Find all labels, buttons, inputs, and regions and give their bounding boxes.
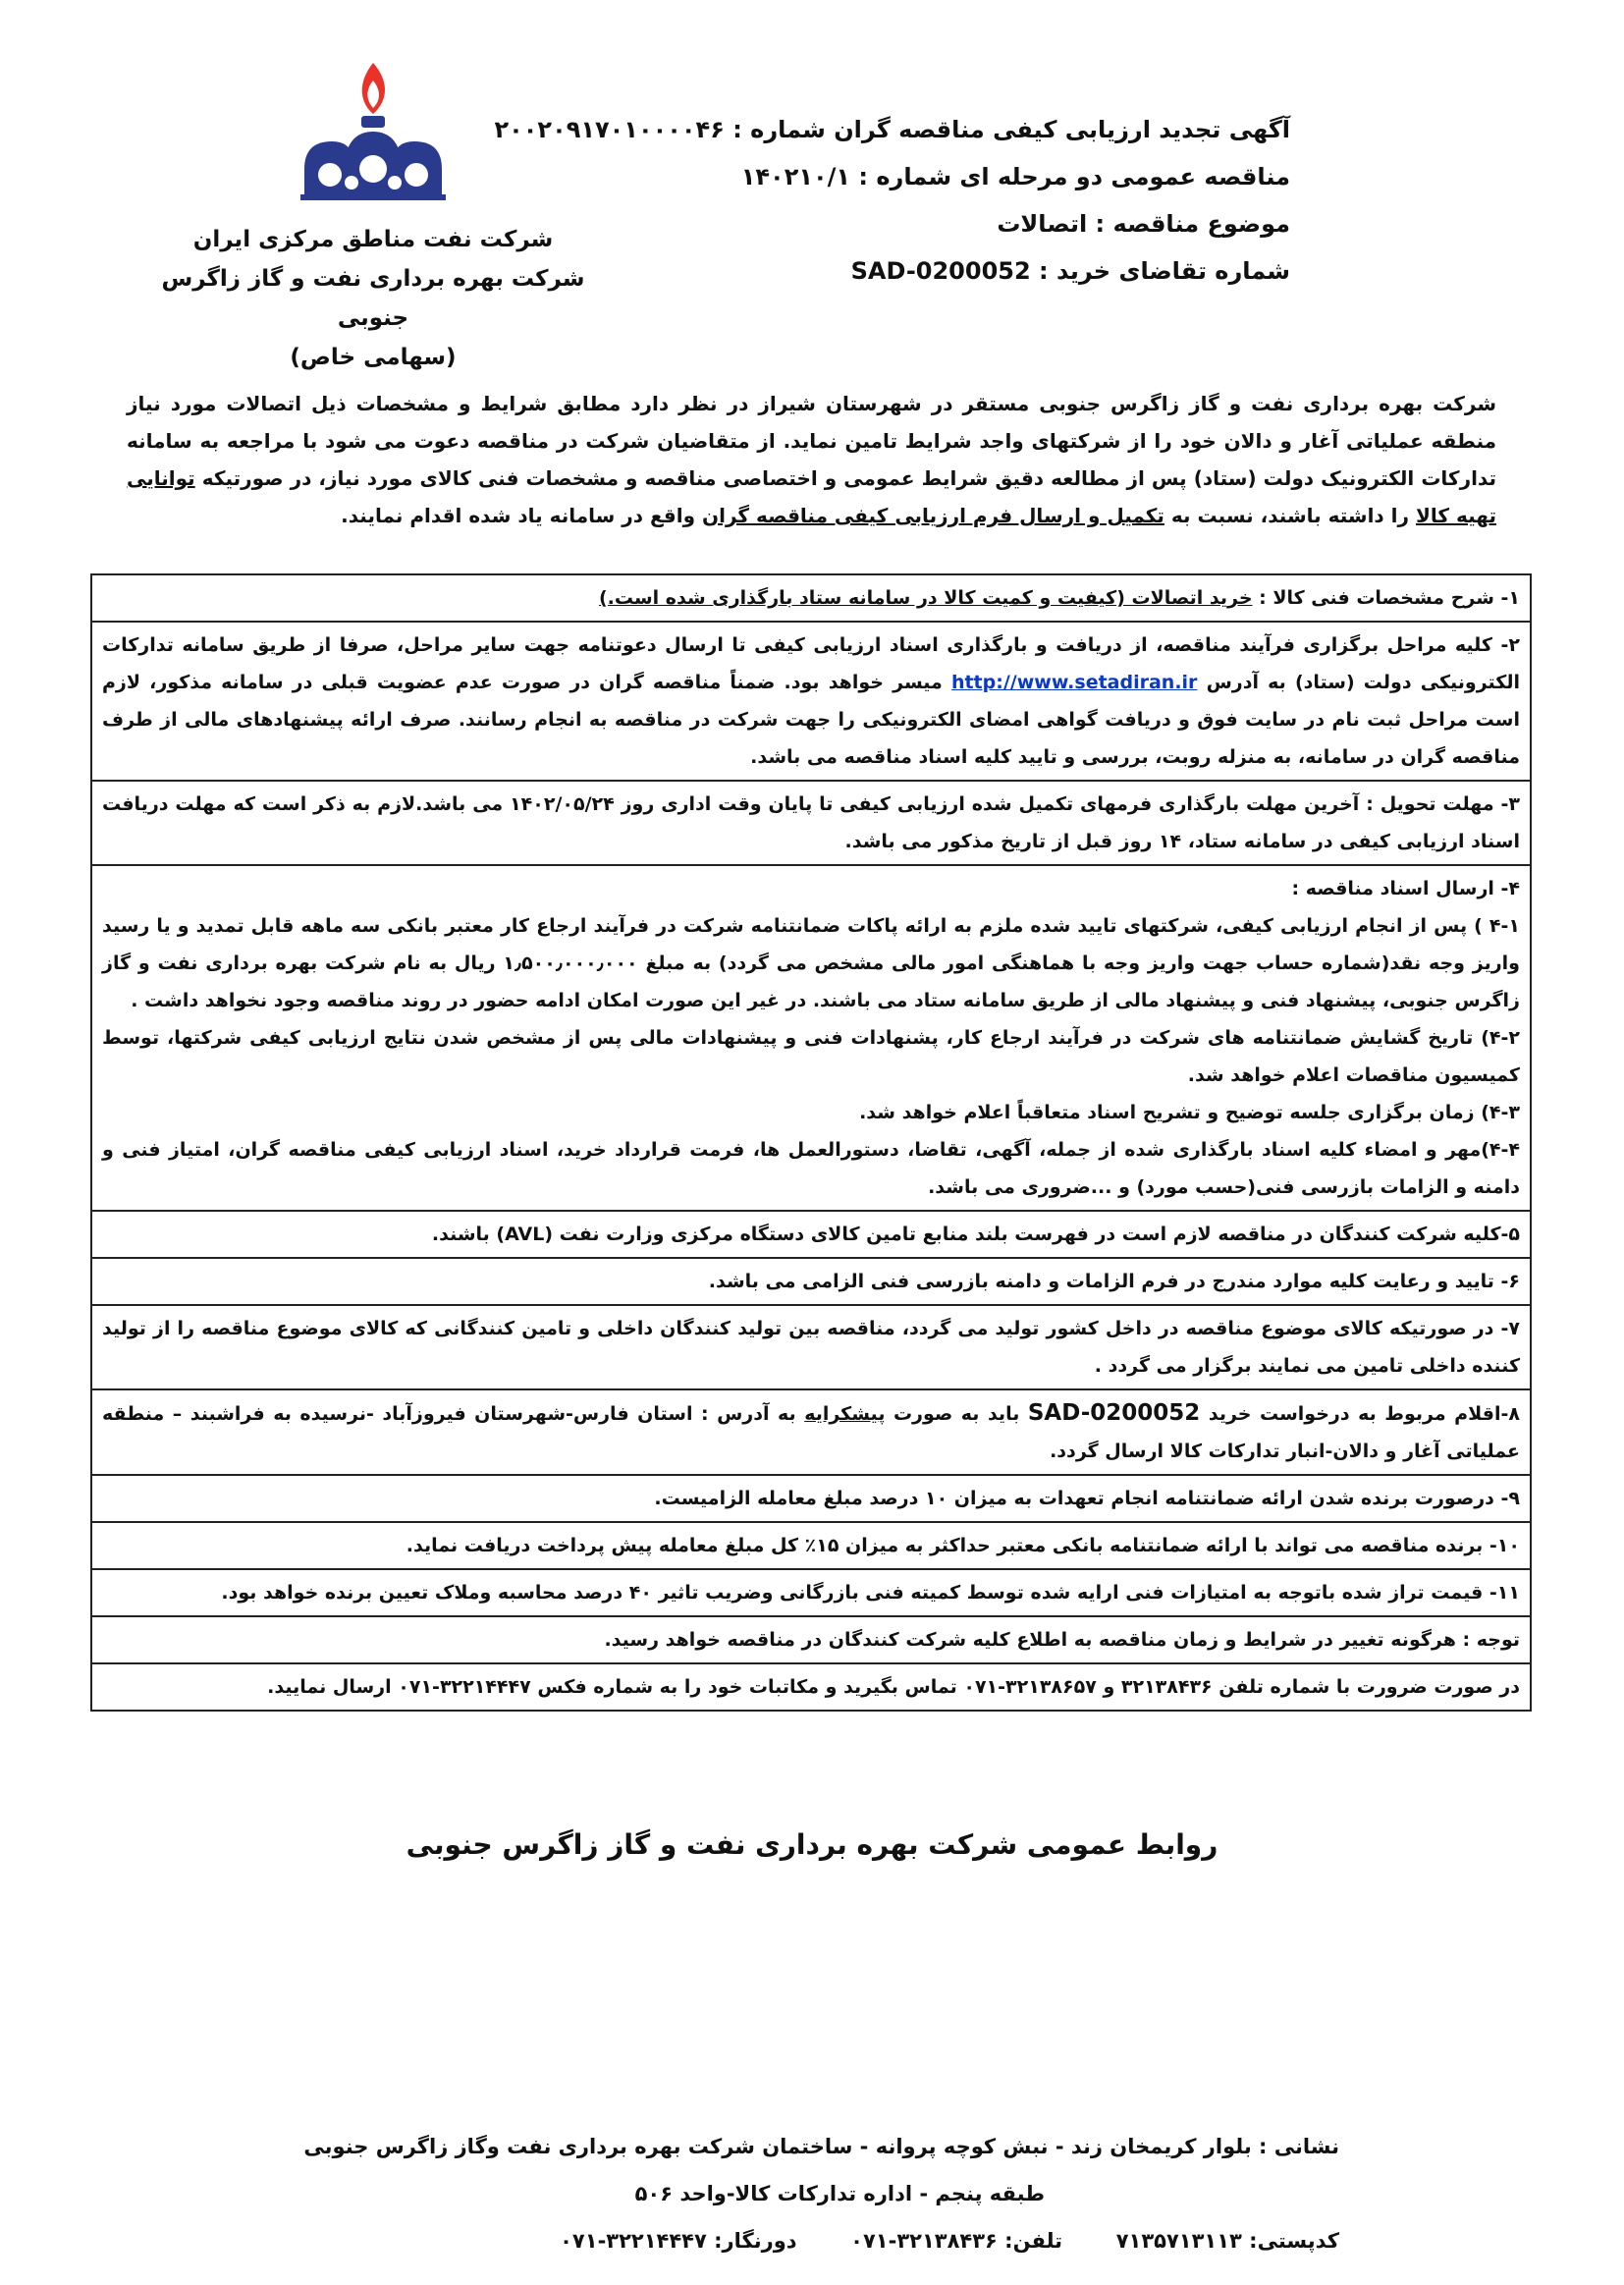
table-row: [91, 1616, 1531, 1663]
table-row: [91, 865, 1531, 1211]
nioc-logo-icon: [295, 59, 452, 206]
table-row: [91, 574, 1531, 622]
address-line-3: [259, 2217, 1339, 2264]
intro-underline-2: تکمیل و ارسال فرم ارزیابی کیفی مناقصه گران: [702, 504, 1164, 527]
item-4-title: ۴- ارسال اسناد مناقصه :: [1291, 878, 1520, 899]
tender-info: [494, 106, 1290, 295]
item-1-text: ۱- شرح مشخصات فنی کالا :: [1259, 587, 1520, 609]
purchase-request-number: [583, 247, 1290, 295]
table-row: [91, 1389, 1531, 1475]
company-name-1: شرکت نفت مناطق مرکزی ایران: [192, 227, 554, 252]
tender-number: مناقصه عمومی دو مرحله ای شماره : ۱۴۰۲۱۰/۱: [740, 163, 1290, 190]
table-row: [91, 622, 1531, 781]
company-name-3: (سهامی خاص): [290, 345, 457, 370]
notice-title: آگهی تجدید ارزیابی کیفی مناقصه گران شماره : ۲۰۰۲۰۹۱۷۰۱۰۰۰۰۴۶: [494, 116, 1290, 143]
table-row: [91, 1258, 1531, 1305]
item-11-text: ۱۱- قیمت تراز شده باتوجه به امتیازات فنی ارایه شده توسط کمیته فنی بازرگانی وضریب تاثیر ۴۰ درصد محاسبه وملاک تعیین برنده خواهد بود.: [91, 1569, 1531, 1616]
item-8-text-c: به آدرس : استان فارس-شهرستان فیروزآباد -نرسیده به فراشبند – منطقه عملیاتی آغار و دالان-انبار تدارکات کالا ارسال گردد.: [102, 1403, 1520, 1462]
item-4-4: ۴-۴)مهر و امضاء کلیه اسناد بارگذاری شده از جمله، آگهی، تقاضا، دستورالعمل ها، فرمت قرارداد خرید، اسناد ارزیابی کیفی مناقصه گران، امتیاز فنی و دامنه و الزامات بازرسی فنی(حسب مورد) و ...ضروری می باشد.: [102, 1139, 1520, 1198]
item-2-text-b: میسر خواهد بود. ضمناً مناقصه گران در صورت عدم عضویت قبلی در سامانه مذکور، لازم است مراحل ثبت نام در سایت فوق و دریافت گواهی امضای الکترونیکی را جهت شرکت در مناقصه به انجام رسانند. صرف ارائه پیشنهادهای مالی از طرف مناقصه گران در سامانه، به منزله روبت، بررسی و تایید کلیه اسناد مناقصه می باشد.: [102, 672, 1520, 768]
intro-paragraph: [127, 385, 1496, 534]
table-row: [91, 781, 1531, 865]
address-line-2: طبقه پنجم - اداره تدارکات کالا-واحد ۵۰۶: [634, 2182, 1045, 2205]
postal-code: کدپستی: ۷۱۳۵۷۱۳۱۱۳: [1115, 2229, 1339, 2253]
item-7-text: ۷- در صورتیکه کالای موضوع مناقصه در داخل کشور تولید می گردد، مناقصه بین تولید کنندگان داخلی و تامین کنندگانی که کالای موضوع مناقصه را از تولید کننده داخلی تامین می نمایند برگزار می گردد .: [91, 1305, 1531, 1389]
intro-text-3: واقع در سامانه یاد شده اقدام نمایند.: [341, 504, 696, 527]
conditions-table: [90, 573, 1532, 1712]
setadiran-link[interactable]: http://www.setadiran.ir: [950, 672, 1198, 693]
public-relations-signature: روابط عمومی شرکت بهره برداری نفت و گاز زاگرس جنوبی: [406, 1828, 1218, 1861]
table-row: [91, 1475, 1531, 1522]
table-row: [91, 1305, 1531, 1389]
item-8-text-b: باید به صورت: [893, 1403, 1020, 1425]
intro-text-2: را داشته باشند، نسبت به: [1170, 504, 1410, 527]
item-4-2: ۴-۲) تاریخ گشایش ضمانتنامه های شرکت در فرآیند ارجاع کار، پشنهادات فنی و پیشنهادات مالی پس از مشخص شدن نتایج ارزیابی کیفی شرکتها، توسط کمیسیون مناقصات اعلام خواهد شد.: [102, 1027, 1520, 1086]
item-6-text: ۶- تایید و رعایت کلیه موارد مندرج در فرم الزامات و دامنه بازرسی فنی الزامی می باشد.: [91, 1258, 1531, 1305]
intro-text-1: شرکت بهره برداری نفت و گاز زاگرس جنوبی مستقر در شهرستان شیراز در نظر دارد مطابق شرایط و مشخصات ذیل اتصالات مورد نیاز منطقه عملیاتی آغار و دالان خود را از شرکتهای واجد شرایط تامین نماید. از متقاضیان شرکت در مناقصه دعوت می شود با مراجعه به سامانه تدارکات الکترونیک دولت (ستاد) پس از مطالعه دقیق شرایط عمومی و اختصاصی مناقصه و مشخصات فنی کالای مورد نیاز، در صورتیکه: [127, 392, 1496, 490]
item-3-text: ۳- مهلت تحویل : آخرین مهلت بارگذاری فرمهای تکمیل شده ارزیابی کیفی تا پایان وقت اداری روز ۱۴۰۲/۰۵/۲۴ می باشد.لازم به ذکر است که مهلت دریافت اسناد ارزیابی کیفی در سامانه ستاد، ۱۴ روز قبل از تاریخ مذکور می باشد.: [91, 781, 1531, 865]
table-row: [91, 1522, 1531, 1569]
company-name-2: شرکت بهره برداری نفت و گاز زاگرس جنوبی: [161, 266, 585, 331]
item-8-text-a: ۸-اقلام مربوط به درخواست خرید: [1208, 1403, 1520, 1425]
table-row: [91, 1211, 1531, 1258]
item-8-underline: پیشکرایه: [804, 1403, 886, 1425]
fax-number: دورنگار: ۳۲۲۱۴۴۴۷-۰۷۱: [560, 2229, 797, 2253]
purchase-request-label: شماره تقاضای خرید :: [1039, 257, 1290, 285]
contact-text: در صورت ضرورت با شماره تلفن ۳۲۱۳۸۴۳۶ و ۳۲۱۳۸۶۵۷-۰۷۱ تماس بگیرید و مکاتبات خود را به شماره فکس ۳۲۲۱۴۴۴۷-۰۷۱ ارسال نمایید.: [91, 1663, 1531, 1711]
item-2-text-a: ۲- کلیه مراحل برگزاری فرآیند مناقصه، از دریافت و بارگذاری اسناد ارزیابی کیفی تا ارسال دعوتنامه جهت سایر مراحل، صرفا از طریق سامانه تدارکات الکترونیکی دولت (ستاد) به آدرس: [102, 634, 1520, 693]
item-8-code: SAD-0200052: [1027, 1400, 1201, 1426]
item-10-text: ۱۰- برنده مناقصه می تواند با ارائه ضمانتنامه بانکی معتبر حداکثر به میزان ۱۵٪ کل مبلغ معامله پیش پرداخت دریافت نماید.: [91, 1522, 1531, 1569]
table-row: [91, 1569, 1531, 1616]
address-line-1: نشانی : بلوار کریمخان زند - نبش کوچه پروانه - ساختمان شرکت بهره برداری نفت وگاز زاگرس جنوبی: [303, 2135, 1339, 2158]
purchase-request-code: SAD-0200052: [850, 257, 1031, 285]
item-4-3: ۴-۳) زمان برگزاری جلسه توضیح و تشریح اسناد متعاقباً اعلام خواهد شد.: [859, 1102, 1520, 1123]
phone-number: تلفن: ۳۲۱۳۸۴۳۶-۰۷۱: [850, 2229, 1063, 2253]
table-row: [91, 1663, 1531, 1711]
item-1-underline: خرید اتصالات (کیفیت و کمیت کالا در سامانه ستاد بارگذاری شده است.): [598, 587, 1253, 609]
note-text: توجه : هرگونه تغییر در شرایط و زمان مناقصه به اطلاع کلیه شرکت کنندگان در مناقصه خواهد رسید.: [91, 1616, 1531, 1663]
tender-subject: موضوع مناقصه : اتصالات: [997, 210, 1290, 238]
item-9-text: ۹- درصورت برنده شدن ارائه ضمانتنامه انجام تعهدات به میزان ۱۰ درصد مبلغ معامله الزامیست.: [91, 1475, 1531, 1522]
intro-underline-1: توانایی تهیه کالا: [127, 466, 1496, 527]
item-4-1: ۴-۱ ) پس از انجام ارزیابی کیفی، شرکتهای تایید شده ملزم به ارائه پاکات ضمانتنامه شرکت در فرآیند ارجاع کار معتبر بانکی سه ماهه قابل تمدید و یا رسید واریز وجه نقد(شماره حساب جهت واریز وجه با هماهنگی امور مالی مشخص می گردد) به مبلغ ۱٫۵۰۰٫۰۰۰٫۰۰۰ ریال به نام شرکت بهره برداری نفت و گاز زاگرس جنوبی، پیشنهاد فنی و پیشنهاد مالی از طریق سامانه ستاد می باشند. در غیر این صورت امکان ادامه حضور در روند مناقصه وجود نخواهد داشت .: [102, 915, 1520, 1011]
address-block: [259, 2123, 1339, 2264]
item-5-text: ۵-کلیه شرکت کنندگان در مناقصه لازم است در فهرست بلند منابع تامین کالای دستگاه مرکزی وزارت نفت (AVL) باشند.: [91, 1211, 1531, 1258]
